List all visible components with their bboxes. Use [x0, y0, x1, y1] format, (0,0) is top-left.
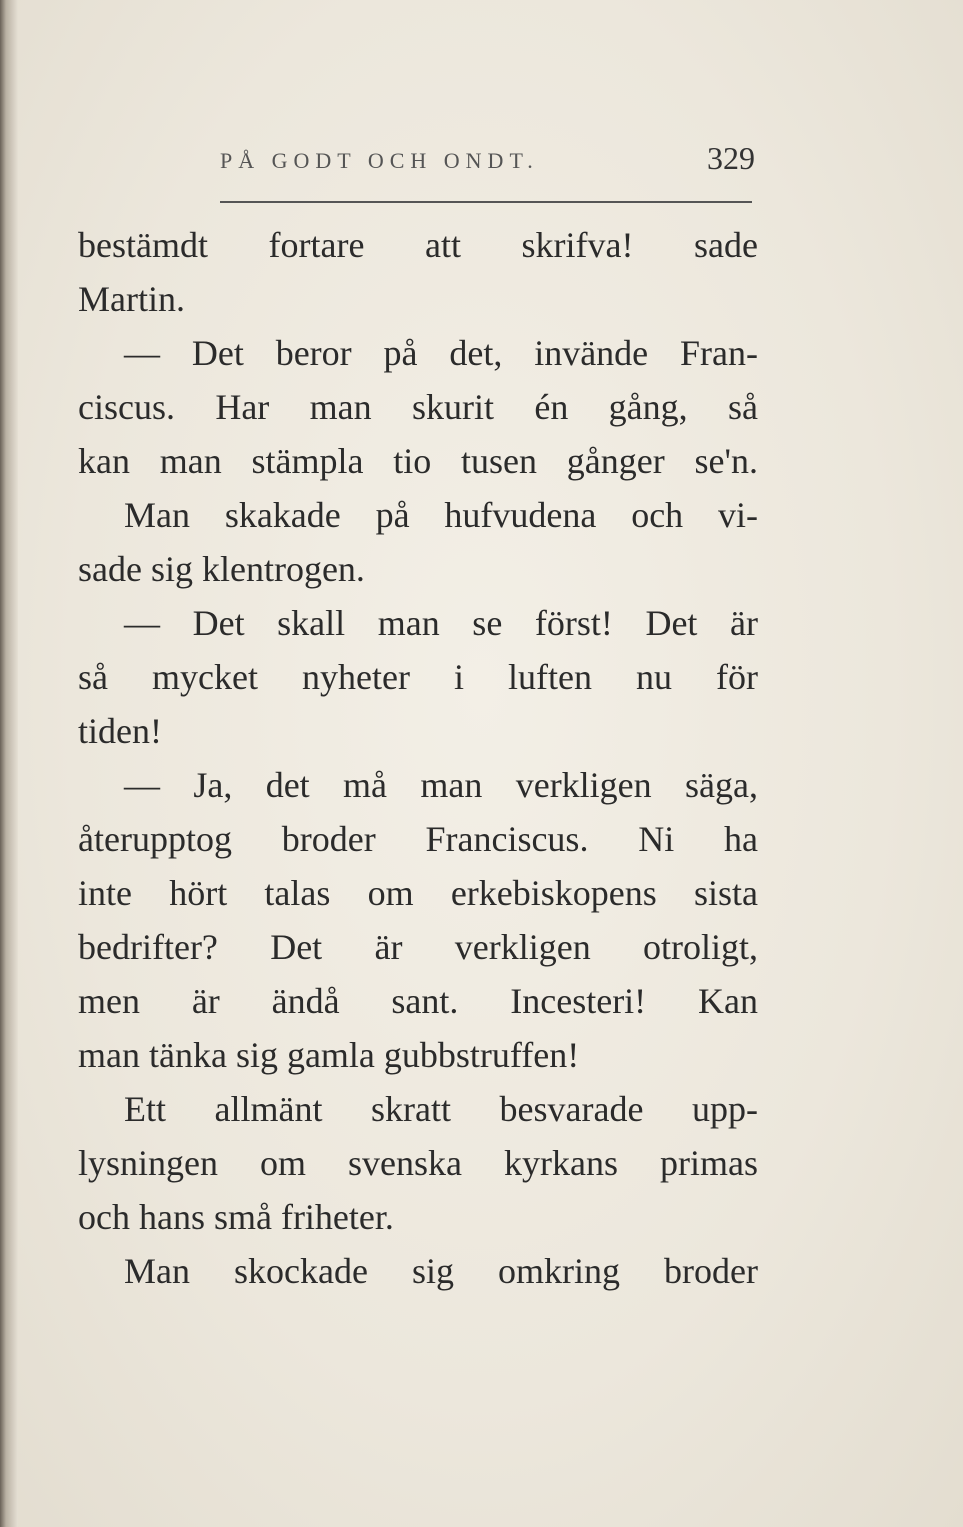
text-line: Martin.: [78, 279, 185, 319]
page-number: 329: [707, 140, 755, 176]
text-line: bedrifter? Det är verkligen otroligt,: [78, 927, 758, 967]
text-line: Ett allmänt skratt besvarade upp-: [124, 1089, 758, 1129]
running-head: [220, 140, 755, 184]
text-line: kan man stämpla tio tusen gånger se'n.: [78, 441, 758, 481]
text-line: tiden!: [78, 711, 162, 751]
text-line: bestämdt fortare att skrifva! sade: [78, 225, 758, 265]
text-line: återupptog broder Franciscus. Ni ha: [78, 819, 758, 859]
header-rule: [220, 201, 752, 203]
text-line: lysningen om svenska kyrkans primas: [78, 1143, 758, 1183]
text-line: inte hört talas om erkebiskopens sista: [78, 873, 758, 913]
text-line: — Det skall man se först! Det är: [124, 603, 758, 643]
body-text: [78, 218, 758, 1298]
text-line: — Ja, det må man verkligen säga,: [124, 765, 758, 805]
text-line: — Det beror på det, invände Fran-: [124, 333, 758, 373]
running-title: PÅ GODT OCH ONDT.: [220, 148, 539, 173]
text-line: Man skockade sig omkring broder: [124, 1251, 758, 1291]
page-binding-edge: [0, 0, 18, 1527]
text-line: ciscus. Har man skurit én gång, så: [78, 387, 758, 427]
text-line: så mycket nyheter i luften nu för: [78, 657, 758, 697]
text-line: och hans små friheter.: [78, 1197, 394, 1237]
text-line: men är ändå sant. Incesteri! Kan: [78, 981, 758, 1021]
text-line: sade sig klentrogen.: [78, 549, 365, 589]
text-line: man tänka sig gamla gubbstruffen!: [78, 1035, 580, 1075]
text-line: Man skakade på hufvudena och vi-: [124, 495, 758, 535]
